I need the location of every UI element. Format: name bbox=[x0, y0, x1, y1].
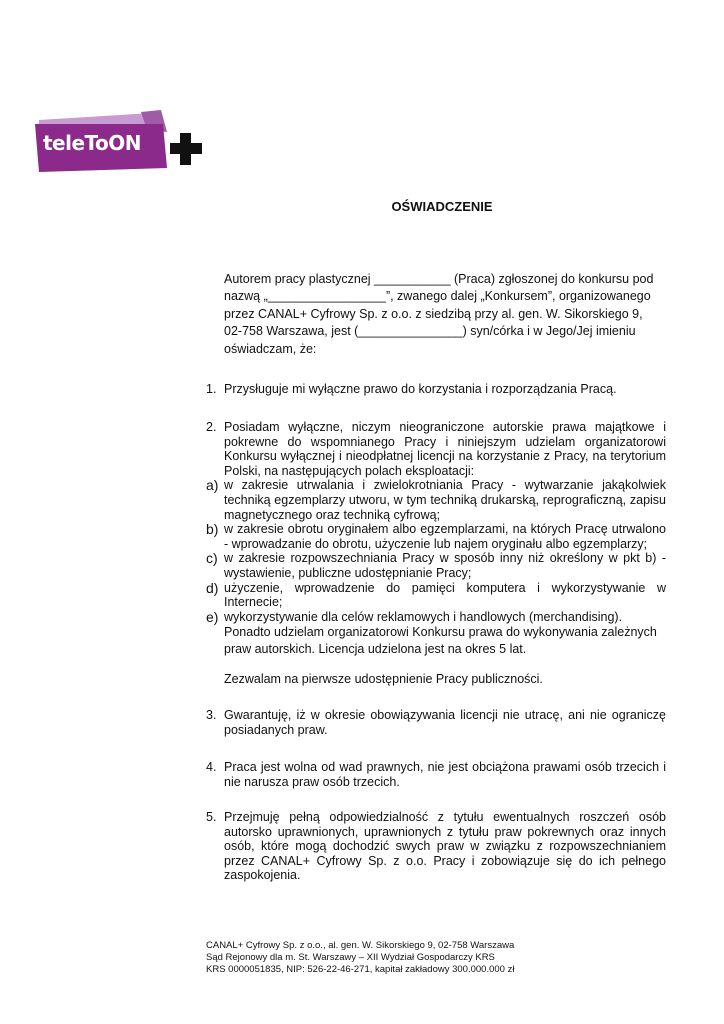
list-item bbox=[206, 810, 666, 883]
sub-item-letter: c) bbox=[206, 550, 218, 567]
footer-line: KRS 0000051835, NIP: 526-22-46-271, kapitał zakładowy 300.000.000 zł bbox=[206, 964, 515, 976]
sub-item-text: w zakresie rozpowszechniania Pracy w sposób inny niż określony w pkt b) - wystawienie, publiczne udostępnianie Pracy; bbox=[224, 551, 666, 580]
list-item bbox=[206, 760, 666, 789]
item-text: Przysługuje mi wyłączne prawo do korzystania i rozporządzania Pracą. bbox=[224, 382, 617, 396]
teletoon-plus-logo bbox=[33, 110, 205, 174]
item-number: 1. bbox=[206, 382, 217, 396]
list-item bbox=[206, 382, 666, 397]
item-number: 2. bbox=[206, 420, 217, 434]
sub-item-text: wykorzystywanie dla celów reklamowych i handlowych (merchandising). bbox=[224, 609, 623, 624]
document-title: OŚWIADCZENIE bbox=[391, 199, 493, 214]
sub-item-text: w zakresie utrwalania i zwielokrotniania Pracy - wytwarzanie jakąkolwiek techniką egzemplarzy utworu, w tym techniką drukarską, reprograficzną, zapisu magnetycznego oraz techniką cyfrową; bbox=[224, 478, 666, 522]
sub-item bbox=[206, 550, 666, 580]
sub-item-text: w zakresie obrotu oryginałem albo egzemplarzami, na których Pracę utrwalono - wprowadzanie do obrotu, użyczenie lub najem oryginału albo egzemplarzy; bbox=[224, 522, 666, 551]
sub-item-letter: b) bbox=[206, 521, 219, 538]
sub-item bbox=[206, 521, 666, 551]
item-text: Przejmuję pełną odpowiedzialność z tytułu ewentualnych roszczeń osób autorsko uprawnionych, uprawnionych z tytułu praw pokrewnych oraz innych osób, które mogą dochodzić swych praw w związku z rozpowszechnianiem przez CANAL+ Cyfrowy Sp. z o.o. Pracy i zobowiązuje się do ich pełnego zaspokojenia. bbox=[224, 810, 666, 883]
item-text: Gwarantuję, iż w okresie obowiązywania licencji nie utracę, ani nie ograniczę posiadanych praw. bbox=[224, 708, 666, 737]
sub-item bbox=[206, 477, 666, 522]
list-item bbox=[206, 708, 666, 737]
company-footer bbox=[206, 940, 514, 977]
sub-item-letter: a) bbox=[206, 477, 219, 494]
logo-wordmark: teleToON bbox=[43, 131, 142, 155]
item-number: 4. bbox=[206, 760, 217, 774]
item-text: Posiadam wyłączne, niczym nieograniczone autorskie prawa majątkowe i pokrewne do wspomnianego Pracy i niniejszym udzielam organizatorowi Konkursu wyłącznej i nieodpłatnej licencji na korzystanie z Pracy, na terytorium Polski, na następujących polach eksploatacji: bbox=[224, 420, 666, 478]
list-item bbox=[206, 420, 666, 687]
first-publication-consent: Zezwalam na pierwsze udostępnienie Pracy publiczności. bbox=[224, 672, 543, 687]
item-number: 5. bbox=[206, 810, 217, 824]
license-term-text: Ponadto udzielam organizatorowi Konkursu prawa do wykonywania zależnych praw autorskich. Licencja udzielona jest na okres 5 lat. bbox=[224, 625, 657, 657]
footer-line: Sąd Rejonowy dla m. St. Warszawy – XII Wydział Gospodarczy KRS bbox=[206, 952, 495, 964]
sub-item bbox=[206, 608, 666, 625]
sub-item bbox=[206, 579, 666, 610]
sub-item-letter: d) bbox=[206, 579, 219, 596]
footer-line: CANAL+ Cyfrowy Sp. z o.o., al. gen. W. Sikorskiego 9, 02-758 Warszawa bbox=[206, 940, 515, 951]
item-text: Praca jest wolna od wad prawnych, nie jest obciążona prawami osób trzecich i nie narusza praw osób trzecich. bbox=[224, 760, 666, 789]
sub-item-text: użyczenie, wprowadzenie do pamięci komputera i wykorzystywanie w Internecie; bbox=[224, 580, 666, 610]
intro-paragraph: Autorem pracy plastycznej ___________ (Praca) zgłoszonej do konkursu pod nazwą „_________________”, zwanego dalej „Konkursem”, organizowanego przez CANAL+ Cyfrowy Sp. z o.o. z siedzibą przy al. gen. W. Sikorskiego 9, 02-758 Warszawa, jest (_______________) syn/córka i w Jego/Jej imieniu oświadczam, że: bbox=[224, 272, 654, 356]
item-number: 3. bbox=[206, 708, 217, 722]
sub-item-letter: e) bbox=[206, 608, 219, 625]
